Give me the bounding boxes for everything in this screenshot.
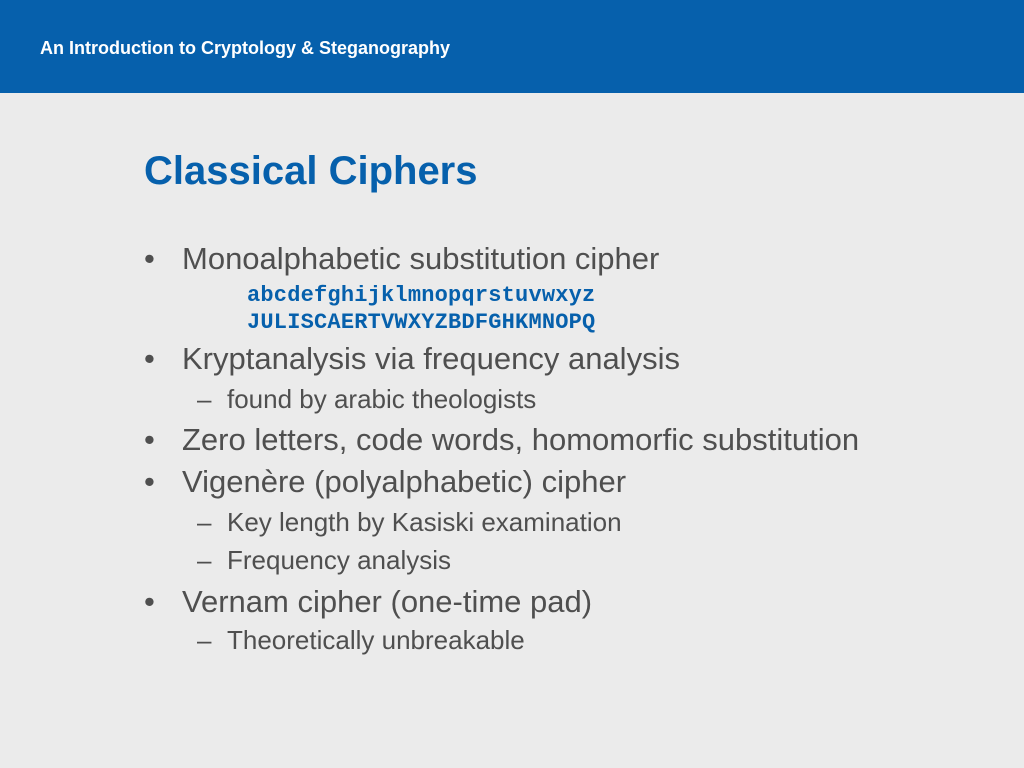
bullet-item-vernam: Vernam cipher (one-time pad): [182, 584, 593, 619]
bullet-marker: •: [144, 584, 155, 619]
presentation-title: An Introduction to Cryptology & Steganography: [40, 38, 450, 58]
bullet-item-zero-letters: Zero letters, code words, homomorfic substitution: [182, 422, 860, 457]
dash-marker: –: [197, 507, 212, 537]
dash-marker: –: [197, 545, 212, 575]
bullet-item-vigenere: Vigenère (polyalphabetic) cipher: [182, 464, 627, 499]
plain-alphabet: abcdefghijklmnopqrstuvwxyz: [247, 283, 596, 308]
subitem-kasiski: Key length by Kasiski examination: [227, 507, 622, 537]
dash-marker: –: [197, 625, 212, 655]
bullet-marker: •: [144, 341, 155, 376]
subitem-frequency-analysis: Frequency analysis: [227, 545, 451, 575]
bullet-item-kryptanalysis: Kryptanalysis via frequency analysis: [182, 341, 680, 376]
cipher-alphabet: JULISCAERTVWXYZBDFGHKMNOPQ: [247, 310, 596, 335]
subitem-arabic-theologists: found by arabic theologists: [227, 384, 537, 414]
bullet-marker: •: [144, 464, 155, 499]
dash-marker: –: [197, 384, 212, 414]
bullet-marker: •: [144, 422, 155, 457]
slide-title: Classical Ciphers: [144, 149, 478, 193]
bullet-item-monoalphabetic: Monoalphabetic substitution cipher: [182, 241, 660, 276]
bullet-marker: •: [144, 241, 155, 276]
subitem-unbreakable: Theoretically unbreakable: [227, 625, 525, 655]
